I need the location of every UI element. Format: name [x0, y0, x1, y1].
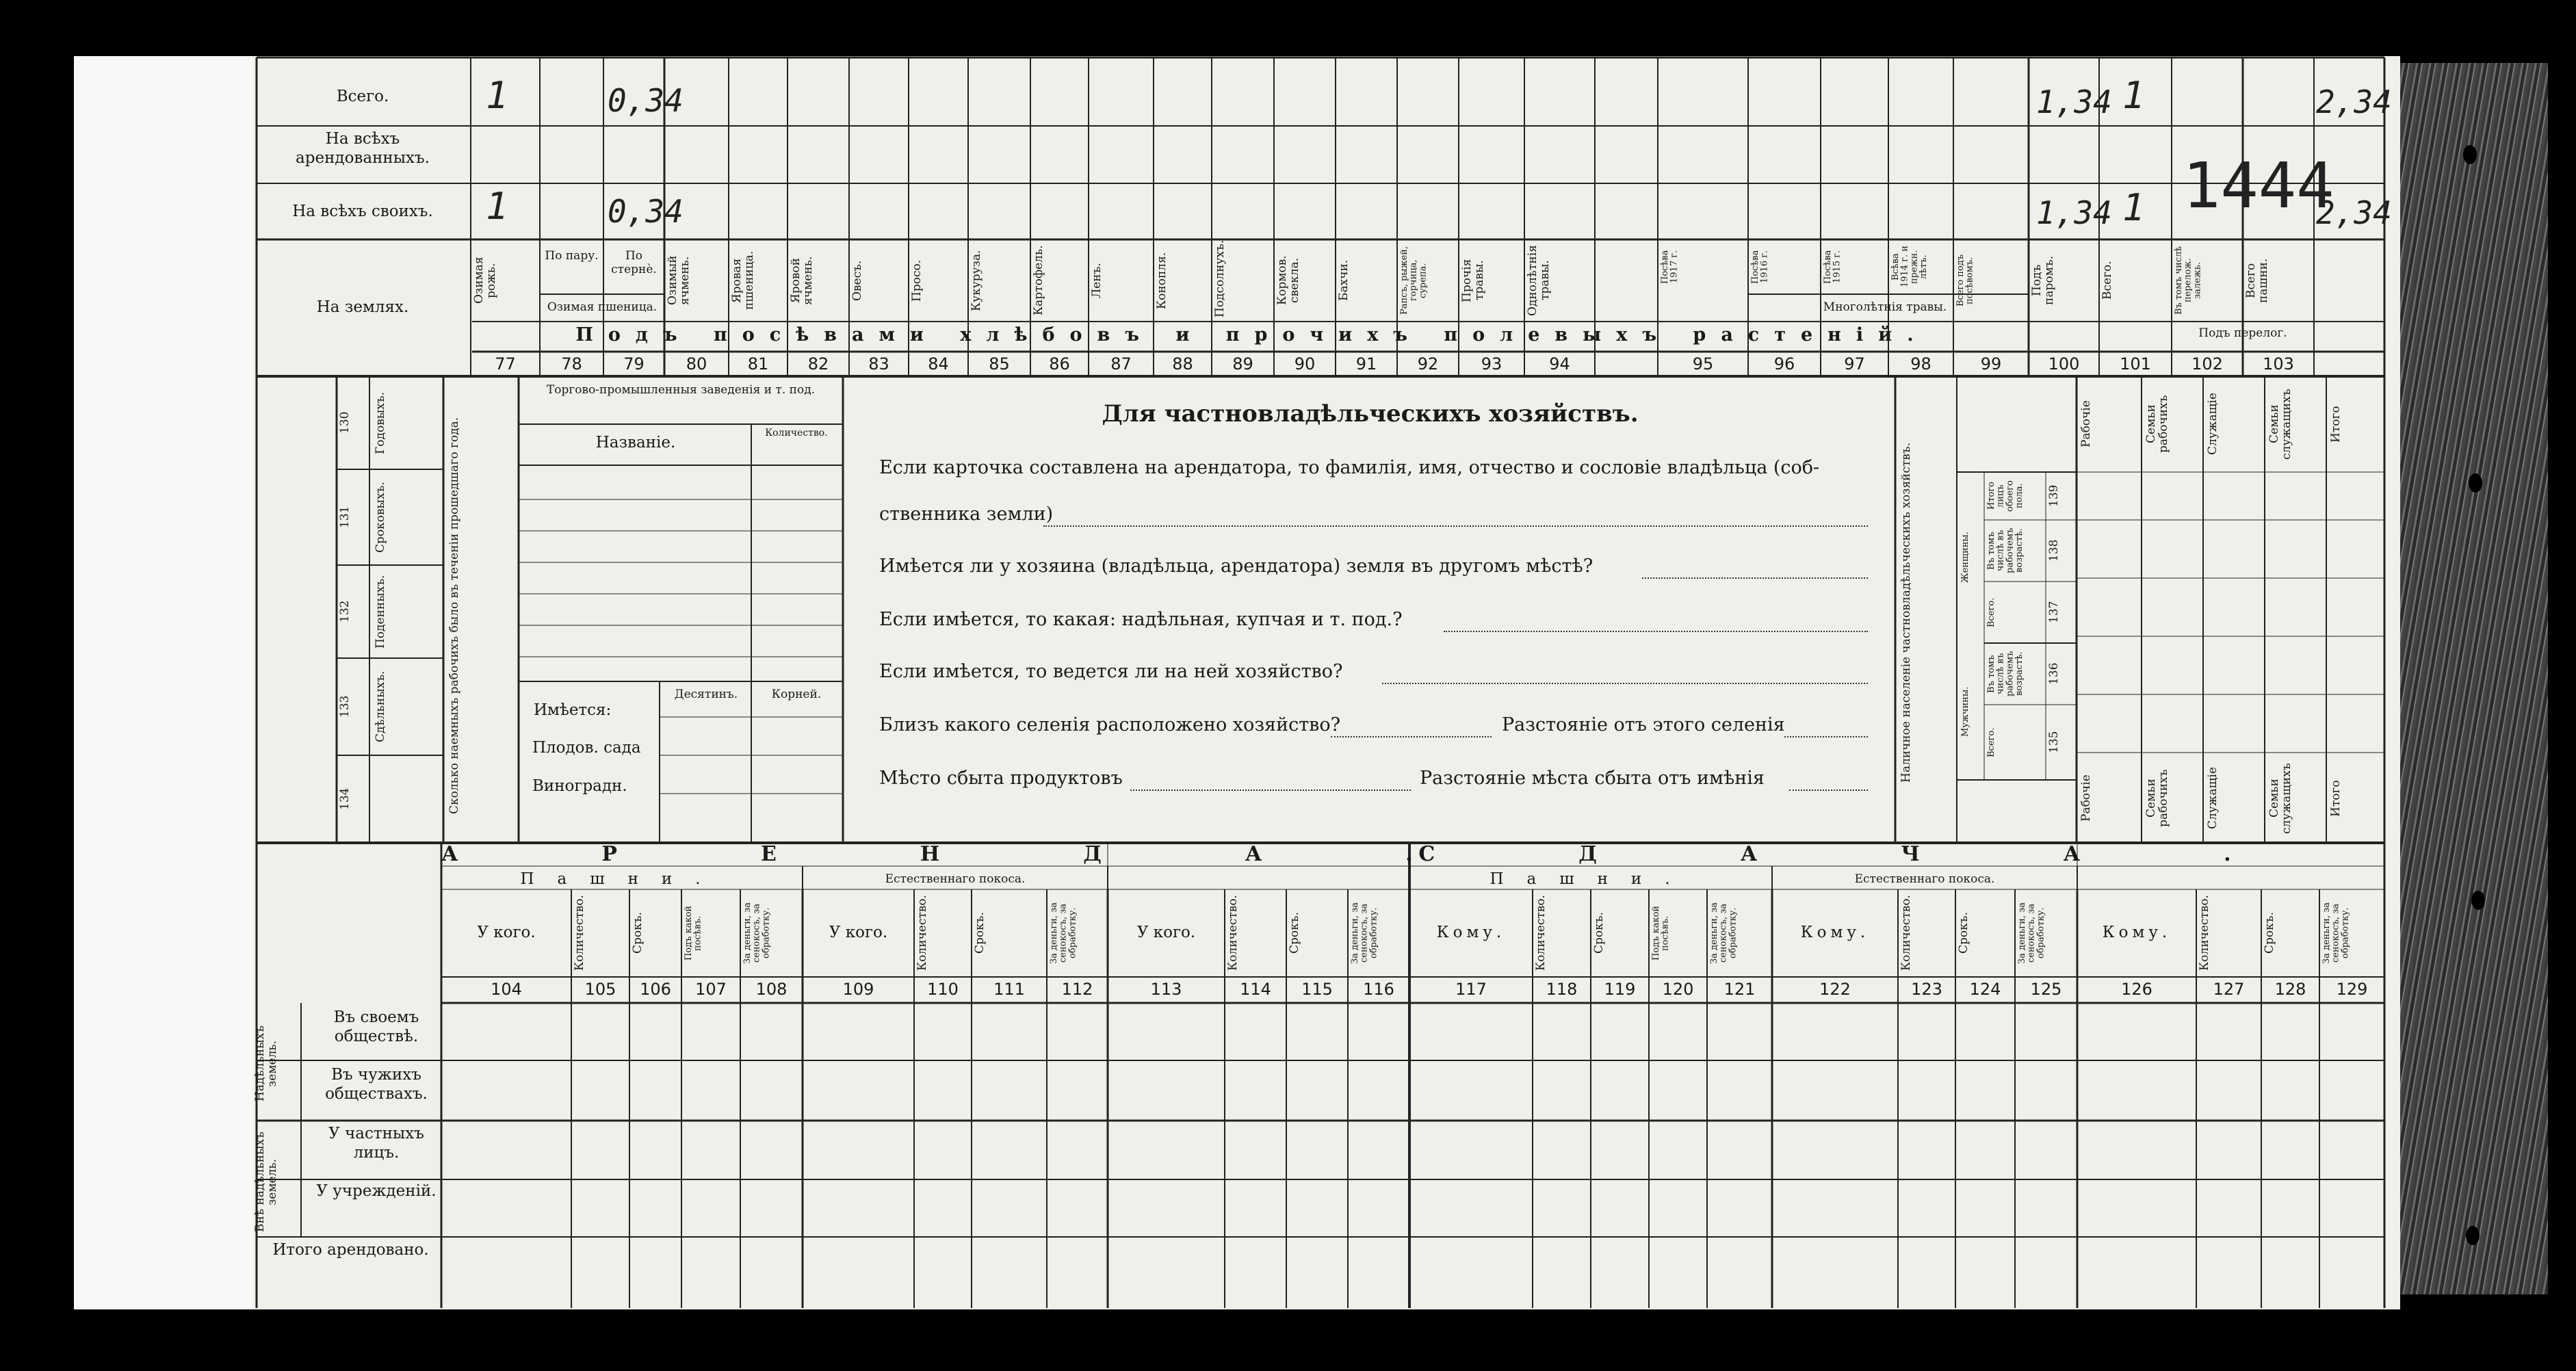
lease-number: 116 [1363, 980, 1394, 999]
lease-number: 111 [993, 980, 1025, 999]
arenda-col-header: За деньги, за сенокосъ, за обработку. [1350, 902, 1379, 965]
staff-col-header: Семьи рабочихъ [2144, 395, 2170, 454]
title-sdacha: СДАЧА. [1418, 842, 2375, 866]
crop-header-c85: Кукуруза. [970, 250, 983, 311]
row-label-chuzhikh: Въ чужихъ обществахъ. [325, 1066, 428, 1103]
question-6b: Разстояніе мѣста сбыта отъ имѣнія [1420, 768, 1765, 789]
row-label-itogo: Итого арендовано. [272, 1241, 429, 1259]
lease-number: 128 [2274, 980, 2306, 999]
horse-label: Сдѣльныхъ. [374, 670, 387, 743]
crop-header-c86: Картофель. [1032, 245, 1045, 316]
question-6a: Мѣсто сбыта продуктовъ [879, 768, 1123, 789]
trade-qty-header: Количество. [765, 428, 828, 439]
hw-svoikh-99: 1,34 [2036, 194, 2112, 231]
crop-number: 93 [1481, 354, 1502, 374]
population-label: Итого лицъ обоего пола. [1986, 480, 2025, 512]
crop-number: 90 [1294, 354, 1316, 374]
arenda-col-header: У кого. [829, 924, 888, 941]
sdacha-col-header: Количество. [1534, 895, 1548, 971]
crop-number: 100 [2048, 354, 2080, 374]
staff-col-footer: Семьи рабочихъ [2144, 769, 2170, 828]
lease-number: 127 [2213, 980, 2245, 999]
answer-line [1642, 577, 1868, 579]
crop-number: 77 [495, 354, 516, 374]
answer-line [1784, 736, 1868, 737]
staff-col-footer: Рабочіе [2079, 774, 2093, 822]
private-farms-title: Для частновладѣльческихъ хозяйствъ. [1102, 400, 1639, 428]
hw-vsego-103: 2,34 [2316, 83, 2392, 120]
sdacha-col-header: Срокъ. [1957, 912, 1970, 954]
crop-header-c95: Посѣва 1917 г. [1660, 250, 1680, 284]
crop-header-c87: Ленъ. [1090, 263, 1104, 298]
crop-number: 96 [1773, 354, 1795, 374]
sdacha-col-header: За деньги, за сенокосъ, за обработку. [1709, 902, 1739, 965]
lease-number: 112 [1061, 980, 1093, 999]
arenda-col-header: Количество. [915, 895, 929, 971]
label-plodov-sada: Плодов. сада [532, 739, 641, 757]
population-number: 135 [2047, 731, 2061, 754]
sdacha-pashni: Пашни. [1489, 870, 1693, 888]
question-1b: ственника земли) [879, 504, 1054, 525]
lease-number: 109 [842, 980, 874, 999]
label-imeetsya: Имѣется: [534, 701, 612, 719]
crop-header-c98: Всѣва 1914 г. и прежн. лѣтъ. [1890, 246, 1929, 288]
row-label-chastnykh: У частныхъ лицъ. [328, 1125, 424, 1162]
arenda-col-header: Срокъ. [1288, 912, 1301, 954]
crop-number: 102 [2191, 354, 2223, 374]
answer-line [1331, 736, 1492, 737]
crop-header-c84: Просо. [910, 259, 924, 302]
population-label: Въ томъ числѣ въ рабочемъ возрастѣ. [1986, 527, 2025, 574]
crop-header-c77: Озимая рожь. [472, 257, 498, 304]
lease-number: 105 [584, 980, 616, 999]
label-vinogradn: Виноградн. [532, 777, 627, 795]
population-label: Всего. [1986, 727, 1996, 757]
sdacha-col-header: Кому. [1436, 924, 1506, 941]
title-arenda: АРЕНДА. [441, 842, 1557, 866]
crop-number: 78 [561, 354, 582, 374]
lease-number: 126 [2121, 980, 2152, 999]
sdacha-col-header: Кому. [2102, 924, 2172, 941]
crop-number: 84 [928, 354, 949, 374]
question-5a: Близъ какого селенія расположено хозяйство? [879, 714, 1341, 735]
horse-num: 131 [338, 506, 352, 529]
crop-header-c103: Всего пашни. [2244, 258, 2270, 303]
crop-header-c83: Овесъ. [850, 260, 864, 301]
arenda-col-header: Количество. [573, 895, 586, 971]
staff-col-header: Семьи служащихъ [2267, 389, 2293, 460]
lease-number: 120 [1662, 980, 1694, 999]
lease-number: 124 [1969, 980, 2001, 999]
staff-col-header: Рабочіе [2079, 400, 2093, 448]
staff-col-header: Служащіе [2206, 393, 2220, 456]
crop-header-c79: По стернè. [611, 249, 657, 277]
label-desyatin: Десятинъ. [674, 688, 738, 701]
crop-header-c101: Всего. [2100, 261, 2114, 300]
crop-header-c82: Яровой ячмень. [789, 256, 815, 305]
row-label-svoem: Въ своемъ обществѣ. [333, 1008, 419, 1045]
crop-number: 89 [1232, 354, 1253, 374]
population-label: Всего. [1986, 597, 1996, 627]
arenda-col-header: Подъ какой посѣвъ. [684, 905, 703, 961]
sdacha-col-header: Подъ какой посѣвъ. [1651, 905, 1671, 961]
hw-vsego-79: 0,34 [608, 82, 684, 119]
crop-header-c91: Бахчи. [1337, 259, 1351, 302]
trade-name-header: Названіе. [595, 434, 676, 452]
lease-number: 104 [491, 980, 522, 999]
label-zhenshchiny: Женщины. [1960, 532, 1970, 584]
staff-col-header: Итого [2329, 406, 2343, 443]
crop-number: 91 [1355, 354, 1377, 374]
arenda-col-header: Количество. [1226, 895, 1240, 971]
horse-label: Сроковыхъ. [374, 482, 387, 553]
crop-number: 103 [2263, 354, 2294, 374]
population-label: Въ томъ числѣ въ рабочемъ возрастѣ. [1986, 651, 2025, 697]
horse-num: 134 [338, 787, 352, 811]
label-muzhchiny: Мужчины. [1960, 686, 1970, 737]
arenda-col-header: У кого. [1136, 924, 1196, 941]
crop-header-c78: По пару. [545, 249, 599, 263]
header-mnogoletnie: Многолѣтнія травы. [1823, 300, 1947, 314]
horse-num: 133 [338, 695, 352, 718]
hw-svoikh-77: 1 [486, 185, 508, 228]
lease-number: 110 [927, 980, 959, 999]
horse-num: 130 [338, 411, 352, 434]
lease-number: 117 [1455, 980, 1487, 999]
sdacha-col-header: Количество. [2198, 895, 2211, 971]
crop-header-c93: Прочія травы. [1460, 259, 1486, 302]
arenda-col-header: За деньги, за сенокосъ, за обработку. [742, 902, 772, 965]
hw-svoikh-103: 2,34 [2316, 194, 2392, 231]
population-number: 138 [2047, 539, 2061, 562]
arenda-pashni: Пашни. [520, 870, 724, 888]
answer-line [1130, 789, 1411, 791]
crop-number: 98 [1910, 354, 1931, 374]
question-2: Имѣется ли у хозяина (владѣльца, арендатора) земля въ другомъ мѣстѣ? [879, 556, 1593, 577]
arenda-col-header: Срокъ. [631, 912, 645, 954]
crop-number: 97 [1844, 354, 1865, 374]
horse-label: Поденныхъ. [374, 575, 387, 649]
crop-number: 85 [989, 354, 1010, 374]
hw-svoikh-79: 0,34 [608, 193, 684, 230]
crop-number: 82 [807, 354, 829, 374]
staff-col-footer: Семьи служащихъ [2267, 763, 2293, 834]
crop-header-c92: Рапсъ, рыжей, горчица, сурепа. [1399, 246, 1429, 315]
answer-line [1043, 525, 1868, 527]
crop-number: 87 [1110, 354, 1132, 374]
answer-line [1382, 683, 1868, 684]
lease-number: 119 [1604, 980, 1636, 999]
crop-number: 79 [623, 354, 645, 374]
crop-number: 94 [1549, 354, 1570, 374]
crop-header-c88: Конопля. [1155, 252, 1169, 309]
lease-number: 113 [1150, 980, 1182, 999]
crop-header-c97: Посѣва 1915 г. [1823, 250, 1843, 284]
row-label-svoikh: На всѣхъ своихъ. [292, 203, 433, 220]
lease-number: 121 [1723, 980, 1756, 999]
crop-number: 92 [1417, 354, 1439, 374]
lease-number: 108 [755, 980, 788, 999]
population-number: 136 [2047, 662, 2061, 686]
row-label-vsego: Всего. [336, 88, 389, 105]
arenda-col-header: Срокъ. [973, 912, 987, 954]
crop-header-c81: Яровая пшеница. [730, 250, 756, 311]
lease-number: 107 [695, 980, 727, 999]
horse-num: 132 [338, 600, 352, 623]
arenda-col-header: За деньги, за сенокосъ, за обработку. [1049, 902, 1078, 965]
row-label-na-zemlyakh: На землях. [316, 298, 409, 316]
label-nalichnoe: Наличное населеніе частновладѣльческихъ хозяйствъ. [1899, 442, 1913, 783]
crop-number: 86 [1049, 354, 1070, 374]
crop-header-c89: Подсолнухъ. [1213, 239, 1227, 317]
crop-number: 80 [686, 354, 707, 374]
crop-header-c96: Посѣва 1916 г. [1750, 250, 1770, 284]
crop-number: 83 [868, 354, 889, 374]
crop-header-c80: Озимый ячмень. [666, 255, 692, 306]
hw-vsego-77: 1 [486, 74, 508, 117]
question-3: Если имѣется, то какая: надѣльная, купчая и т. под.? [879, 609, 1403, 630]
hw-svoikh-100: 1 [2122, 186, 2145, 229]
crop-number: 99 [1980, 354, 2002, 374]
row-label-uchrezhdeniy: У учрежденій. [316, 1182, 437, 1200]
answer-line [1444, 631, 1868, 632]
question-1a: Если карточка составлена на арендатора, то фамилія, имя, отчество и сословіе владѣльца (соб- [879, 457, 1820, 478]
horse-label: Годовыхъ. [374, 391, 387, 454]
arenda-col-header: У кого. [477, 924, 536, 941]
label-hired-workers: Сколько наемныхъ рабочихъ было въ теченіи прошедшаго года. [447, 417, 461, 815]
sdacha-col-header: Количество. [1899, 895, 1913, 971]
sdacha-col-header: Срокъ. [1592, 912, 1606, 954]
lease-number: 114 [1240, 980, 1271, 999]
sdacha-col-header: За деньги, за сенокосъ, за обработку. [2017, 902, 2046, 965]
lease-number: 122 [1819, 980, 1851, 999]
sdacha-col-header: За деньги, за сенокосъ, за обработку. [2321, 902, 2351, 965]
lease-number: 125 [2030, 980, 2062, 999]
sdacha-col-header: Срокъ. [2263, 912, 2276, 954]
header-ozimaya-pshenitsa: Озимая пшеница. [547, 300, 658, 314]
crop-header-c94: Однолѣтнія травы. [1526, 245, 1552, 316]
question-4: Если имѣется, то ведется ли на ней хозяйство? [879, 661, 1343, 682]
crop-header-c90: Кормов. свекла. [1275, 255, 1301, 306]
sdacha-pokosa: Естественнаго покоса. [1854, 872, 1995, 886]
crop-number: 81 [747, 354, 769, 374]
label-nadelnykh: Надѣльныхъ земель. [253, 1026, 279, 1102]
header-pod-perelog: Подъ перелог. [2198, 326, 2287, 340]
staff-col-footer: Служащіе [2206, 767, 2220, 830]
hw-big-number: 1444 [2183, 149, 2334, 222]
crop-header-c100: Подъ паромъ. [2030, 255, 2056, 306]
question-5b: Разстояніе отъ этого селенія [1502, 714, 1785, 735]
crop-header-c102: Въ томъ числѣ перелож. залежь. [2174, 246, 2203, 315]
label-vne-nadelnykh: Внѣ надѣльныхъ земель. [253, 1132, 279, 1233]
population-number: 139 [2047, 484, 2061, 508]
crop-banner: Подъ посѣвами хлѣбовъ и прочихъ полевыхъ растеній. [575, 324, 1929, 345]
lease-number: 129 [2336, 980, 2368, 999]
answer-line [1789, 789, 1868, 791]
trade-title: Торгово-промышленныя заведенія и т. под. [546, 383, 816, 397]
hw-vsego-99: 1,34 [2036, 83, 2112, 120]
crop-number: 101 [2120, 354, 2151, 374]
lease-number: 106 [640, 980, 671, 999]
staff-col-footer: Итого [2329, 780, 2343, 817]
crop-number: 88 [1172, 354, 1193, 374]
label-korney: Корней. [771, 688, 822, 701]
lease-number: 123 [1911, 980, 1942, 999]
lease-number: 118 [1546, 980, 1578, 999]
crop-header-c99: Всего подъ посѣвомъ. [1955, 254, 1975, 307]
lease-number: 115 [1301, 980, 1333, 999]
sdacha-col-header: Кому. [1800, 924, 1870, 941]
hw-vsego-100: 1 [2122, 74, 2145, 117]
arenda-pokosa: Естественнаго покоса. [885, 872, 1026, 886]
population-number: 137 [2047, 601, 2061, 624]
crop-number: 95 [1692, 354, 1714, 374]
row-label-arendovannykh: На всѣхъ арендованныхъ. [296, 130, 430, 167]
